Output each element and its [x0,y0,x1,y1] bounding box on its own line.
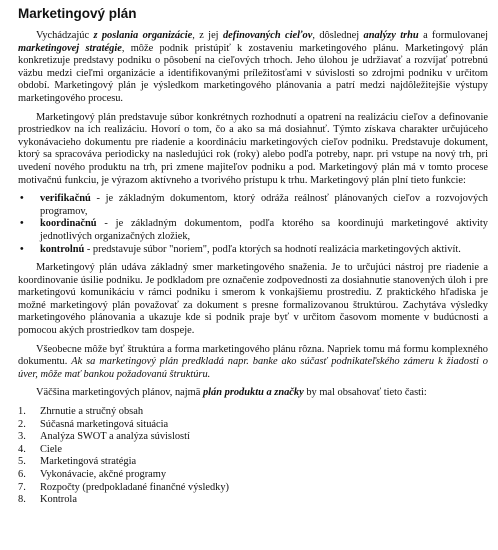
function-term: verifikačnú [40,193,91,205]
text: Väčšina marketingových plánov, najmä [36,387,203,399]
item-label: Kontrola [40,494,77,506]
emphasis: marketingovej stratégie [18,42,122,54]
item-label: Ciele [40,443,62,455]
bullet-icon: • [20,193,24,205]
paragraph-definition: Marketingový plán predstavuje súbor konkrétnych rozhodnutí a opatrení na realizáciu cieľov a definovanie prostriedkov na ich realizáciu. Hovorí o tom, čo a ako sa má dosiahnuť. Týmto získava charakter určujúceho vykonávacieho dokumentu pre riadenie a koordináciu marketingových cieľov podniku. Predstavuje dokument, ktorý sa spracováva periodicky na nasledujúci rok (roky) alebo podľa potreby, napr. pri vstupe na nový trh, pri uvedení nového produktu na trh, pri zmene majiteľov podniku a pod. Marketingový plán má v tomto procese motivačnú funkciu, je výrazom aktívneho a tvorivého prístupu k trhu. Marketingový plán plní tieto funkcie: [18,111,488,186]
list-item [18,456,488,469]
italic-note: Ak sa marketingový plán predkladá napr. banke ako súčasť podnikateľského zámeru k žiadosti o úver, môže mať bankou požadovanú štruktúru. [18,356,488,380]
list-item [18,193,488,218]
item-label: Rozpočty (predpokladané finančné výsledky) [40,481,229,493]
paragraph-direction: Marketingový plán udáva základný smer marketingového snaženia. Je to určujúci nástroj pre riadenie a koordinovanie úsilie podniku. Je podkladom pre označenie zodpovednosti za dosiahnutie stanovených úloh i pre marketingovú komunikáciu v rámci podniku i smerom k vonkajšiemu prostrediu. Z praktického hľadiska je možné marketingový plán považovať za dokument s presne formalizovanou štruktúrou. Zachytáva výsledky marketingového plánovania a ukazuje kde si podnik praje byť v určitom časovom momente v budúcnosti a pomocou akých prostriedkov tam dospeje. [18,262,488,337]
item-number: 2. [18,418,26,430]
item-label: Analýza SWOT a analýza súvislostí [40,431,190,443]
function-term: kontrolnú [40,243,85,255]
function-term: koordinačnú [40,218,97,230]
item-number: 3. [18,431,26,443]
text: , dôslednej [312,30,364,41]
text: , môže podnik pristúpiť k zostaveniu marketingového plánu. Marketingový plán konkretizuje predstavy podniku o pôsobení na cieľových trhoch. Jeho úlohou je udržiavať a rozvíjať potrebnú väzbu medzi cieľmi organizácie a identifikovanými príležitosťami v súvislosti so zdrojmi podniku v určitom období. Marketingový plán je výsledkom marketingového plánovania a patrí medzi najdôležitejšie výstupy marketingového procesu. [18,42,488,104]
item-number: 7. [18,481,26,493]
item-label: Vykonávacie, akčné programy [40,469,167,480]
item-number: 8. [18,494,26,506]
list-item [18,244,488,257]
paragraph-parts-intro [18,387,488,400]
emphasis: plán produktu a značky [202,387,304,399]
paragraph-intro [18,30,488,106]
text: Vychádzajúc [36,30,94,41]
function-desc: - je základným dokumentom, ktorý odráža reálnosť plánovaných cieľov a rozvojových programov, [40,193,488,217]
list-item [18,218,488,243]
list-item [18,482,488,495]
text: , z jej [192,30,223,41]
list-item [18,406,488,419]
bullet-icon: • [20,243,24,255]
list-item [18,431,488,444]
emphasis: definovaných cieľov [222,30,313,41]
item-number: 5. [18,456,26,468]
function-desc: - je základným dokumentom, podľa ktorého sa koordinujú marketingové aktivity jednotlivých organizačných zložiek, [40,218,488,242]
text: by mal obsahovať tieto časti: [303,387,427,399]
item-number: 4. [18,443,26,455]
document-title: Marketingový plán [18,6,137,21]
item-number: 6. [18,469,26,480]
emphasis: z poslania organizácie [93,30,193,41]
item-label: Marketingová stratégia [40,456,137,468]
list-item [18,419,488,432]
list-item [18,494,488,507]
paragraph-structure [18,344,488,382]
item-label: Súčasná marketingová situácia [40,418,169,430]
list-item [18,469,488,482]
bullet-icon: • [20,218,24,230]
plan-parts-list [18,406,488,507]
function-desc: - predstavuje súbor "noriem", podľa ktorých sa hodnotí realizácia marketingových aktivít. [84,243,461,255]
text: a formulovanej [418,30,489,41]
item-label: Zhrnutie a stručný obsah [40,406,144,418]
item-number: 1. [18,406,26,418]
emphasis: analýzy trhu [363,30,419,41]
text: Všeobecne môže byť štruktúra a forma marketingového plánu rôzna. Napriek tomu má formu komplexného dokumentu. [18,343,488,368]
list-item [18,444,488,457]
functions-list [18,193,488,256]
